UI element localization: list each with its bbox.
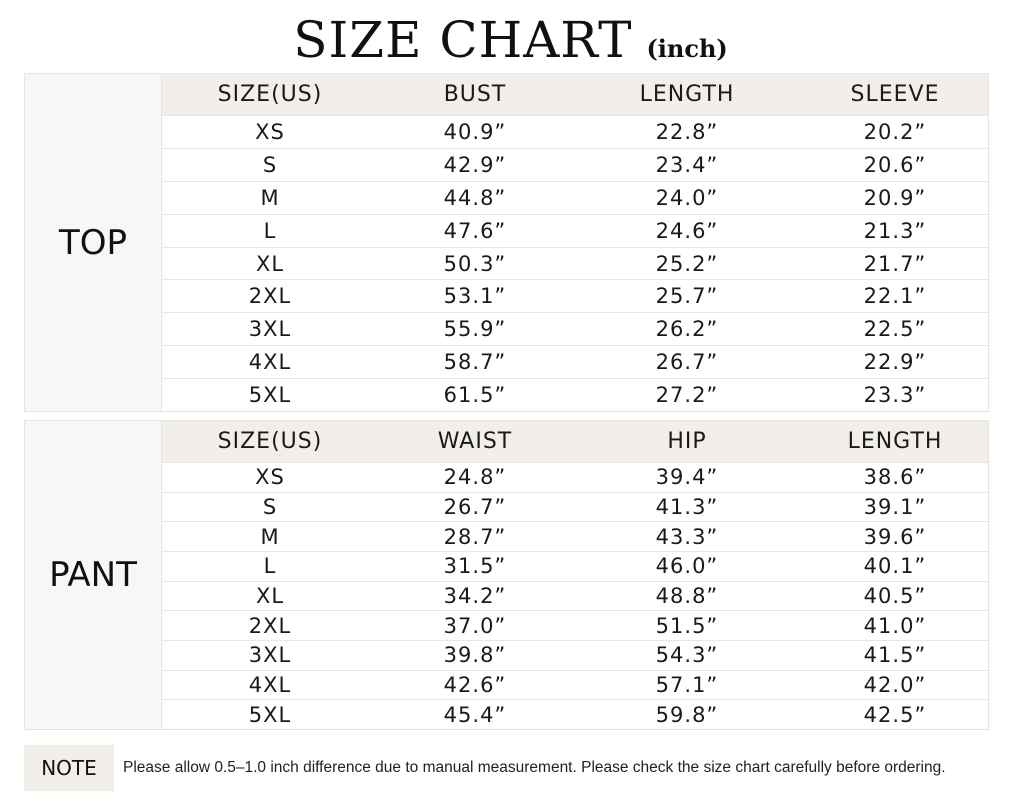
measurement-cell: 26.7” xyxy=(443,495,507,519)
pant-header-cell: SIZE(US) xyxy=(217,429,323,454)
measurement-cell: 24.0” xyxy=(655,185,719,210)
measurement-cell: 24.8” xyxy=(443,465,507,490)
measurement-cell: 23.3” xyxy=(863,383,927,408)
measurement-cell: 50.3” xyxy=(443,251,507,276)
measurement-cell: 42.6” xyxy=(443,673,507,698)
top-grid xyxy=(162,74,988,411)
top-header-cell: BUST xyxy=(443,82,507,107)
size-cell: XL xyxy=(255,584,285,609)
pant-section-label: PANT xyxy=(25,421,162,729)
table-row xyxy=(162,492,988,522)
table-row xyxy=(162,148,988,181)
table-row xyxy=(162,699,988,729)
measurement-cell: 39.1” xyxy=(863,495,927,519)
measurement-cell: 58.7” xyxy=(443,350,507,375)
top-header-cell: SIZE(US) xyxy=(217,82,323,107)
size-cell: L xyxy=(263,218,277,243)
table-row xyxy=(162,279,988,312)
size-cell: 3XL xyxy=(248,317,292,342)
measurement-cell: 55.9” xyxy=(443,317,507,342)
table-row xyxy=(162,312,988,345)
note-label: NOTE xyxy=(24,745,114,791)
measurement-cell: 45.4” xyxy=(443,702,507,727)
measurement-cell: 48.8” xyxy=(655,584,719,609)
measurement-cell: 42.9” xyxy=(443,152,507,177)
measurement-cell: 26.7” xyxy=(655,350,719,375)
measurement-cell: 24.6” xyxy=(655,218,719,243)
table-row xyxy=(162,521,988,551)
size-cell: 4XL xyxy=(248,350,292,375)
measurement-cell: 43.3” xyxy=(655,524,719,549)
size-cell: XS xyxy=(255,119,285,144)
table-row xyxy=(162,462,988,492)
measurement-cell: 20.2” xyxy=(863,119,927,144)
measurement-cell: 22.1” xyxy=(863,284,927,309)
pant-header-row xyxy=(162,421,988,462)
measurement-cell: 51.5” xyxy=(655,613,719,638)
page-title xyxy=(0,6,1021,74)
measurement-cell: 47.6” xyxy=(443,218,507,243)
size-cell: S xyxy=(262,152,278,177)
measurement-cell: 59.8” xyxy=(655,702,719,727)
measurement-cell: 20.6” xyxy=(863,152,927,177)
table-row xyxy=(162,247,988,280)
measurement-cell: 39.4” xyxy=(655,465,719,490)
measurement-cell: 54.3” xyxy=(655,643,719,668)
measurement-cell: 42.5” xyxy=(863,702,927,727)
size-cell: L xyxy=(263,554,277,579)
table-row xyxy=(162,115,988,148)
table-row xyxy=(162,345,988,378)
measurement-cell: 31.5” xyxy=(443,554,507,579)
measurement-cell: 41.0” xyxy=(863,613,927,638)
pant-header-cell: WAIST xyxy=(437,429,513,454)
measurement-cell: 40.1” xyxy=(863,554,927,579)
size-cell: XL xyxy=(255,251,285,276)
measurement-cell: 25.2” xyxy=(655,251,719,276)
measurement-cell: 20.9” xyxy=(863,185,927,210)
size-cell: 2XL xyxy=(248,284,292,309)
pant-size-table xyxy=(24,420,989,730)
table-row xyxy=(162,378,988,411)
measurement-cell: 22.5” xyxy=(863,317,927,342)
measurement-cell: 57.1” xyxy=(655,673,719,698)
measurement-cell: 34.2” xyxy=(443,584,507,609)
size-cell: M xyxy=(260,524,280,549)
measurement-cell: 41.3” xyxy=(655,495,719,519)
size-cell: 3XL xyxy=(248,643,292,668)
table-row xyxy=(162,610,988,640)
table-row xyxy=(162,181,988,214)
title-main: SIZE CHART xyxy=(293,11,633,69)
measurement-cell: 39.6” xyxy=(863,524,927,549)
measurement-cell: 37.0” xyxy=(443,613,507,638)
table-row xyxy=(162,581,988,611)
measurement-cell: 61.5” xyxy=(443,383,507,408)
measurement-cell: 41.5” xyxy=(863,643,927,668)
size-cell: S xyxy=(262,495,278,519)
measurement-cell: 26.2” xyxy=(655,317,719,342)
measurement-cell: 44.8” xyxy=(443,185,507,210)
top-header-row xyxy=(162,74,988,115)
measurement-cell: 23.4” xyxy=(655,152,719,177)
size-cell: 2XL xyxy=(248,613,292,638)
measurement-cell: 53.1” xyxy=(443,284,507,309)
pant-grid xyxy=(162,421,988,729)
measurement-cell: 28.7” xyxy=(443,524,507,549)
table-row xyxy=(162,670,988,700)
pant-header-cell: LENGTH xyxy=(847,429,943,454)
measurement-cell: 39.8” xyxy=(443,643,507,668)
top-rows xyxy=(162,115,988,411)
size-cell: 5XL xyxy=(248,702,292,727)
measurement-cell: 21.3” xyxy=(863,218,927,243)
table-row xyxy=(162,640,988,670)
size-cell: 4XL xyxy=(248,673,292,698)
measurement-cell: 46.0” xyxy=(655,554,719,579)
measurement-cell: 21.7” xyxy=(863,251,927,276)
note-text: Please allow 0.5–1.0 inch difference due to manual measurement. Please check the size chart carefully before ordering. xyxy=(123,759,946,776)
top-header-cell: SLEEVE xyxy=(850,82,940,107)
table-row xyxy=(162,214,988,247)
measurement-cell: 38.6” xyxy=(863,465,927,490)
measurement-cell: 22.9” xyxy=(863,350,927,375)
measurement-cell: 40.5” xyxy=(863,584,927,609)
measurement-cell: 42.0” xyxy=(863,673,927,698)
measurement-cell: 40.9” xyxy=(443,119,507,144)
size-cell: M xyxy=(260,185,280,210)
pant-header-cell: HIP xyxy=(667,429,707,454)
measurement-cell: 25.7” xyxy=(655,284,719,309)
top-size-table xyxy=(24,73,989,412)
measurement-cell: 27.2” xyxy=(655,383,719,408)
size-cell: 5XL xyxy=(248,383,292,408)
size-cell: XS xyxy=(255,465,285,490)
pant-rows xyxy=(162,462,988,729)
table-row xyxy=(162,551,988,581)
title-unit: (inch) xyxy=(646,34,728,63)
top-section-label: TOP xyxy=(25,74,162,411)
top-header-cell: LENGTH xyxy=(639,82,735,107)
measurement-cell: 22.8” xyxy=(655,119,719,144)
